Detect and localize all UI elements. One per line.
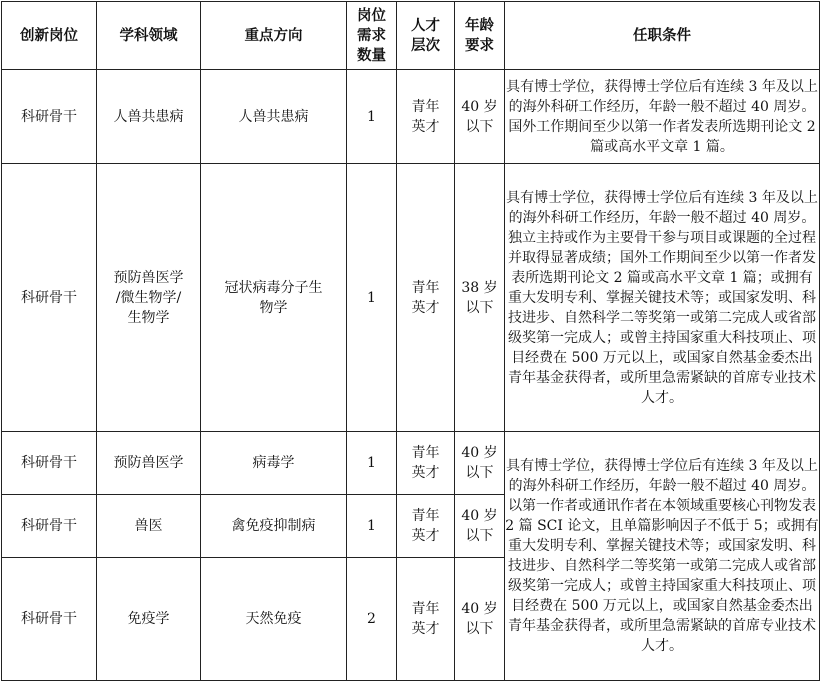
table-row [2,70,820,164]
cell-age: 38 岁 以下 [455,164,505,432]
cell-requirements: 具有博士学位，获得博士学位后有连续 3 年及以上的海外科研工作经历，年龄一般不超过 40 周岁。国外工作期间至少以第一作者发表所选期刊论文 2 篇或高水平文章 1 篇。 [505,70,820,164]
cell-level: 青年 英才 [397,70,455,164]
cell-field: 预防兽医学 /微生物学/ 生物学 [97,164,201,432]
header-requirements: 任职条件 [505,2,820,70]
header-demand: 岗位 需求 数量 [347,2,397,70]
cell-demand: 1 [347,432,397,495]
header-focus: 重点方向 [201,2,347,70]
cell-age: 40 岁 以下 [455,70,505,164]
cell-demand: 1 [347,70,397,164]
cell-requirements: 具有博士学位，获得博士学位后有连续 3 年及以上的海外科研工作经历，年龄一般不超过 40 周岁。以第一作者或通讯作者在本领域重要核心刊物发表 2 篇 SCI 论文，且单篇影响因子不低于 5；或拥有重大发明专利、掌握关键技术等；或国家发明、科技进步、自然科学二等奖第一或第二完成人或省部级奖第一完成人；或曾主持国家重大科技项止、项目经费在 500 万元以上，或国家自然基金委杰出青年基金获得者，或所里急需紧缺的首席专业技术人才。 [505,432,820,681]
cell-requirements: 具有博士学位，获得博士学位后有连续 3 年及以上的海外科研工作经历，年龄一般不超过 40 周岁。独立主持或作为主要骨干参与项目或课题的全过程并取得显著成绩；国外工作期间至少以第一作者发表所选期刊论文 2 篇或高水平文章 1 篇；或拥有重大发明专利、掌握关键技术等；或国家发明、科技进步、自然科学二等奖第一或第二完成人或省部级奖第一完成人；或曾主持国家重大科技项止、项目经费在 500 万元以上，或国家自然基金委杰出青年基金获得者，或所里急需紧缺的首席专业技术人才。 [505,164,820,432]
cell-field: 免疫学 [97,558,201,681]
cell-age: 40 岁 以下 [455,558,505,681]
cell-field: 兽医 [97,495,201,558]
cell-position: 科研骨干 [2,70,97,164]
cell-demand: 1 [347,164,397,432]
cell-focus: 人兽共患病 [201,70,347,164]
header-field: 学科领域 [97,2,201,70]
cell-field: 预防兽医学 [97,432,201,495]
cell-field: 人兽共患病 [97,70,201,164]
cell-position: 科研骨干 [2,432,97,495]
cell-position: 科研骨干 [2,495,97,558]
header-row [2,2,820,70]
cell-age: 40 岁 以下 [455,432,505,495]
cell-level: 青年 英才 [397,558,455,681]
cell-level: 青年 英才 [397,495,455,558]
cell-focus: 病毒学 [201,432,347,495]
cell-demand: 2 [347,558,397,681]
header-position: 创新岗位 [2,2,97,70]
cell-age: 40 岁 以下 [455,495,505,558]
table-row [2,164,820,432]
cell-focus: 禽免疫抑制病 [201,495,347,558]
cell-level: 青年 英才 [397,164,455,432]
cell-position: 科研骨干 [2,558,97,681]
cell-level: 青年 英才 [397,432,455,495]
cell-demand: 1 [347,495,397,558]
cell-focus: 冠状病毒分子生 物学 [201,164,347,432]
cell-focus: 天然免疫 [201,558,347,681]
cell-position: 科研骨干 [2,164,97,432]
header-age: 年龄 要求 [455,2,505,70]
recruitment-table [1,1,820,681]
header-level: 人才 层次 [397,2,455,70]
table-row [2,432,820,495]
